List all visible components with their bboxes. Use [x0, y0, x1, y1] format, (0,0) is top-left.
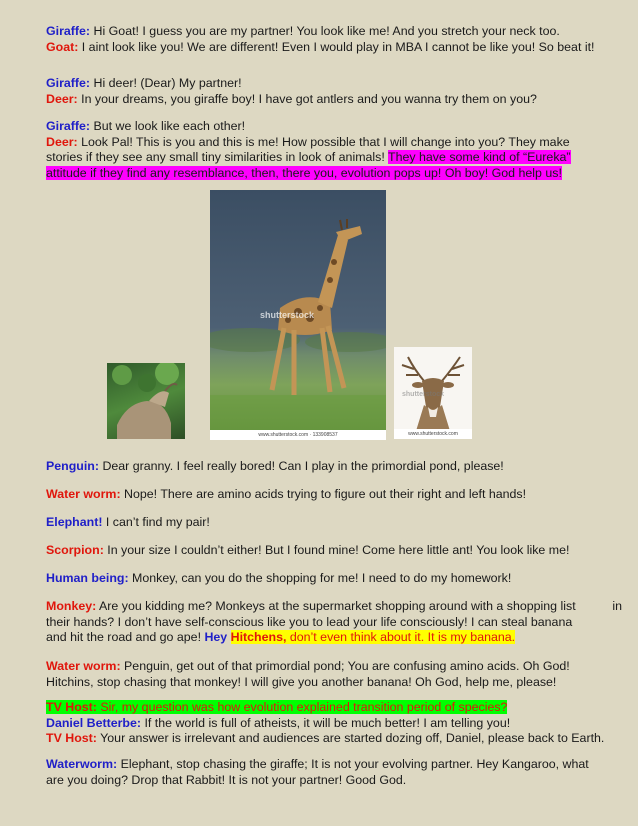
- speaker-label: Deer:: [46, 91, 78, 106]
- dialogue-block-giraffe-goat: [46, 24, 616, 55]
- hey-label: Hey: [204, 630, 231, 645]
- goat-illustration: [107, 363, 185, 439]
- hitchens-label: Hitchens,: [230, 630, 287, 645]
- speaker-label: Giraffe:: [46, 76, 91, 90]
- line-deer-2c: [46, 166, 616, 182]
- line-scorpion: [46, 543, 616, 559]
- dialogue-text: Are you kidding me? Monkeys at the supermarket shopping around with a shopping list: [96, 599, 576, 613]
- dialogue-text: Sir, my question was how evolution explained transition period of species?: [96, 700, 508, 714]
- speaker-label: TV Host:: [46, 700, 97, 714]
- speaker-label: Giraffe:: [46, 24, 91, 38]
- dialogue-text: and hit the road and go ape!: [46, 630, 205, 645]
- line-waterworm-3a: [46, 757, 616, 773]
- line-deer-2b: [46, 150, 616, 166]
- dialogue-block-waterworm-1: [46, 487, 616, 503]
- line-waterworm-2b: [46, 675, 616, 691]
- speaker-label: Monkey:: [46, 599, 97, 613]
- dialogue-block-scorpion: [46, 543, 616, 559]
- speaker-label: Waterworm:: [46, 757, 118, 771]
- image-watermark: shutterstock: [260, 310, 315, 320]
- deer-photo: [394, 347, 472, 439]
- speaker-label: Scorpion:: [46, 543, 104, 557]
- line-giraffe-3: [46, 119, 616, 135]
- image-watermark: shutterstock: [402, 391, 445, 398]
- line-elephant: [46, 515, 616, 531]
- line-waterworm-1: [46, 487, 616, 503]
- line-tvhost-2: [46, 731, 616, 747]
- line-monkey-3: [46, 630, 622, 646]
- highlighted-text: [231, 630, 515, 644]
- dialogue-text: Hitchins, stop chasing that monkey! I will give you another banana! Oh God, help me, please!: [46, 674, 557, 689]
- highlighted-text: attitude if they find any resemblance, then, there you, evolution pops up! Oh boy! God help us!: [46, 165, 562, 180]
- dialogue-block-monkey: [46, 599, 622, 646]
- dialogue-text: Nope! There are amino acids trying to figure out their right and left hands!: [120, 487, 527, 501]
- dialogue-text: Dear granny. I feel really bored! Can I play in the primordial pond, please!: [99, 459, 504, 473]
- dialogue-block-human: [46, 571, 616, 587]
- highlighted-text: don’t even think about it. It is my banana.: [286, 630, 516, 645]
- dialogue-text: their hands? I don’t have self-conscious like you to lead your life consciously! I can steal banana: [46, 614, 573, 629]
- dialogue-block-elephant: [46, 515, 616, 531]
- dialogue-text: Elephant, stop chasing the giraffe; It is not your evolving partner. Hey Kangaroo, what: [117, 757, 589, 771]
- highlighted-text: They have some kind of “Eureka”: [388, 150, 571, 165]
- dialogue-block-tv-host: [46, 700, 616, 747]
- dialogue-text: In your dreams, you giraffe boy! I have got antlers and you wanna try them on you?: [77, 91, 537, 106]
- dialogue-text: are you doing? Drop that Rabbit! It is not your partner! Good God.: [46, 772, 407, 787]
- line-monkey-2: [46, 615, 622, 631]
- dialogue-text: Hi Goat! I guess you are my partner! You look like me! And you stretch your neck too.: [90, 24, 560, 38]
- speaker-label: Water worm:: [46, 659, 121, 673]
- speaker-label: TV Host:: [46, 731, 97, 746]
- dialogue-text: I can’t find my pair!: [102, 515, 210, 529]
- dialogue-text: In your size I couldn’t either! But I found mine! Come here little ant! You look like me!: [103, 543, 570, 557]
- image-caption: www.shutterstock.com: [394, 429, 472, 439]
- dialogue-text: Hi deer! (Dear) My partner!: [90, 76, 242, 90]
- dialogue-block-giraffe-deer: [46, 76, 616, 107]
- line-daniel: [46, 716, 616, 732]
- speaker-label: Penguin:: [46, 459, 99, 473]
- dialogue-block-waterworm-3: [46, 757, 616, 788]
- dialogue-block-giraffe-deer-2: [46, 119, 616, 181]
- line-human: [46, 571, 616, 587]
- line-deer-1: [46, 92, 616, 108]
- dialogue-text: Look Pal! This is you and this is me! How possible that I will change into you? They make: [77, 134, 570, 149]
- line-goat-1: [46, 40, 616, 56]
- speaker-label: Daniel Betterbe:: [46, 715, 142, 730]
- line-penguin: [46, 459, 616, 475]
- line-giraffe-1: [46, 24, 616, 40]
- speaker-label: Goat:: [46, 39, 79, 54]
- goat-photo: [107, 363, 185, 439]
- dialogue-text: in: [612, 599, 622, 613]
- highlighted-text: [46, 700, 507, 714]
- giraffe-photo: [210, 190, 386, 440]
- dialogue-text: stories if they see any small tiny similarities in look of animals!: [46, 150, 389, 165]
- speaker-label: Elephant!: [46, 515, 103, 529]
- line-waterworm-2a: [46, 659, 616, 675]
- line-tvhost-1: [46, 700, 616, 716]
- line-waterworm-3b: [46, 773, 616, 789]
- dialogue-text: Your answer is irrelevant and audiences are started dozing off, Daniel, please back to Earth.: [96, 731, 605, 746]
- speaker-label: Water worm:: [46, 487, 121, 501]
- line-giraffe-2: [46, 76, 616, 92]
- speaker-label: Human being:: [46, 571, 129, 585]
- line-monkey-1: [46, 599, 622, 615]
- speaker-label: Deer:: [46, 134, 78, 149]
- dialogue-block-penguin: [46, 459, 616, 475]
- image-caption: www.shutterstock.com · 133908537: [210, 430, 386, 440]
- dialogue-text: Monkey, can you do the shopping for me! I need to do my homework!: [128, 571, 512, 585]
- dialogue-text: If the world is full of atheists, it will be much better! I am telling you!: [141, 715, 511, 730]
- dialogue-text: Penguin, get out of that primordial pond; You are confusing amino acids. Oh God!: [120, 659, 570, 673]
- dialogue-text: I aint look like you! We are different! Even I would play in MBA I cannot be like you! So beat it!: [78, 39, 595, 54]
- line-deer-2a: [46, 135, 616, 151]
- dialogue-block-waterworm-2: [46, 659, 616, 690]
- speaker-label: Giraffe:: [46, 119, 91, 133]
- dialogue-text: But we look like each other!: [90, 119, 246, 133]
